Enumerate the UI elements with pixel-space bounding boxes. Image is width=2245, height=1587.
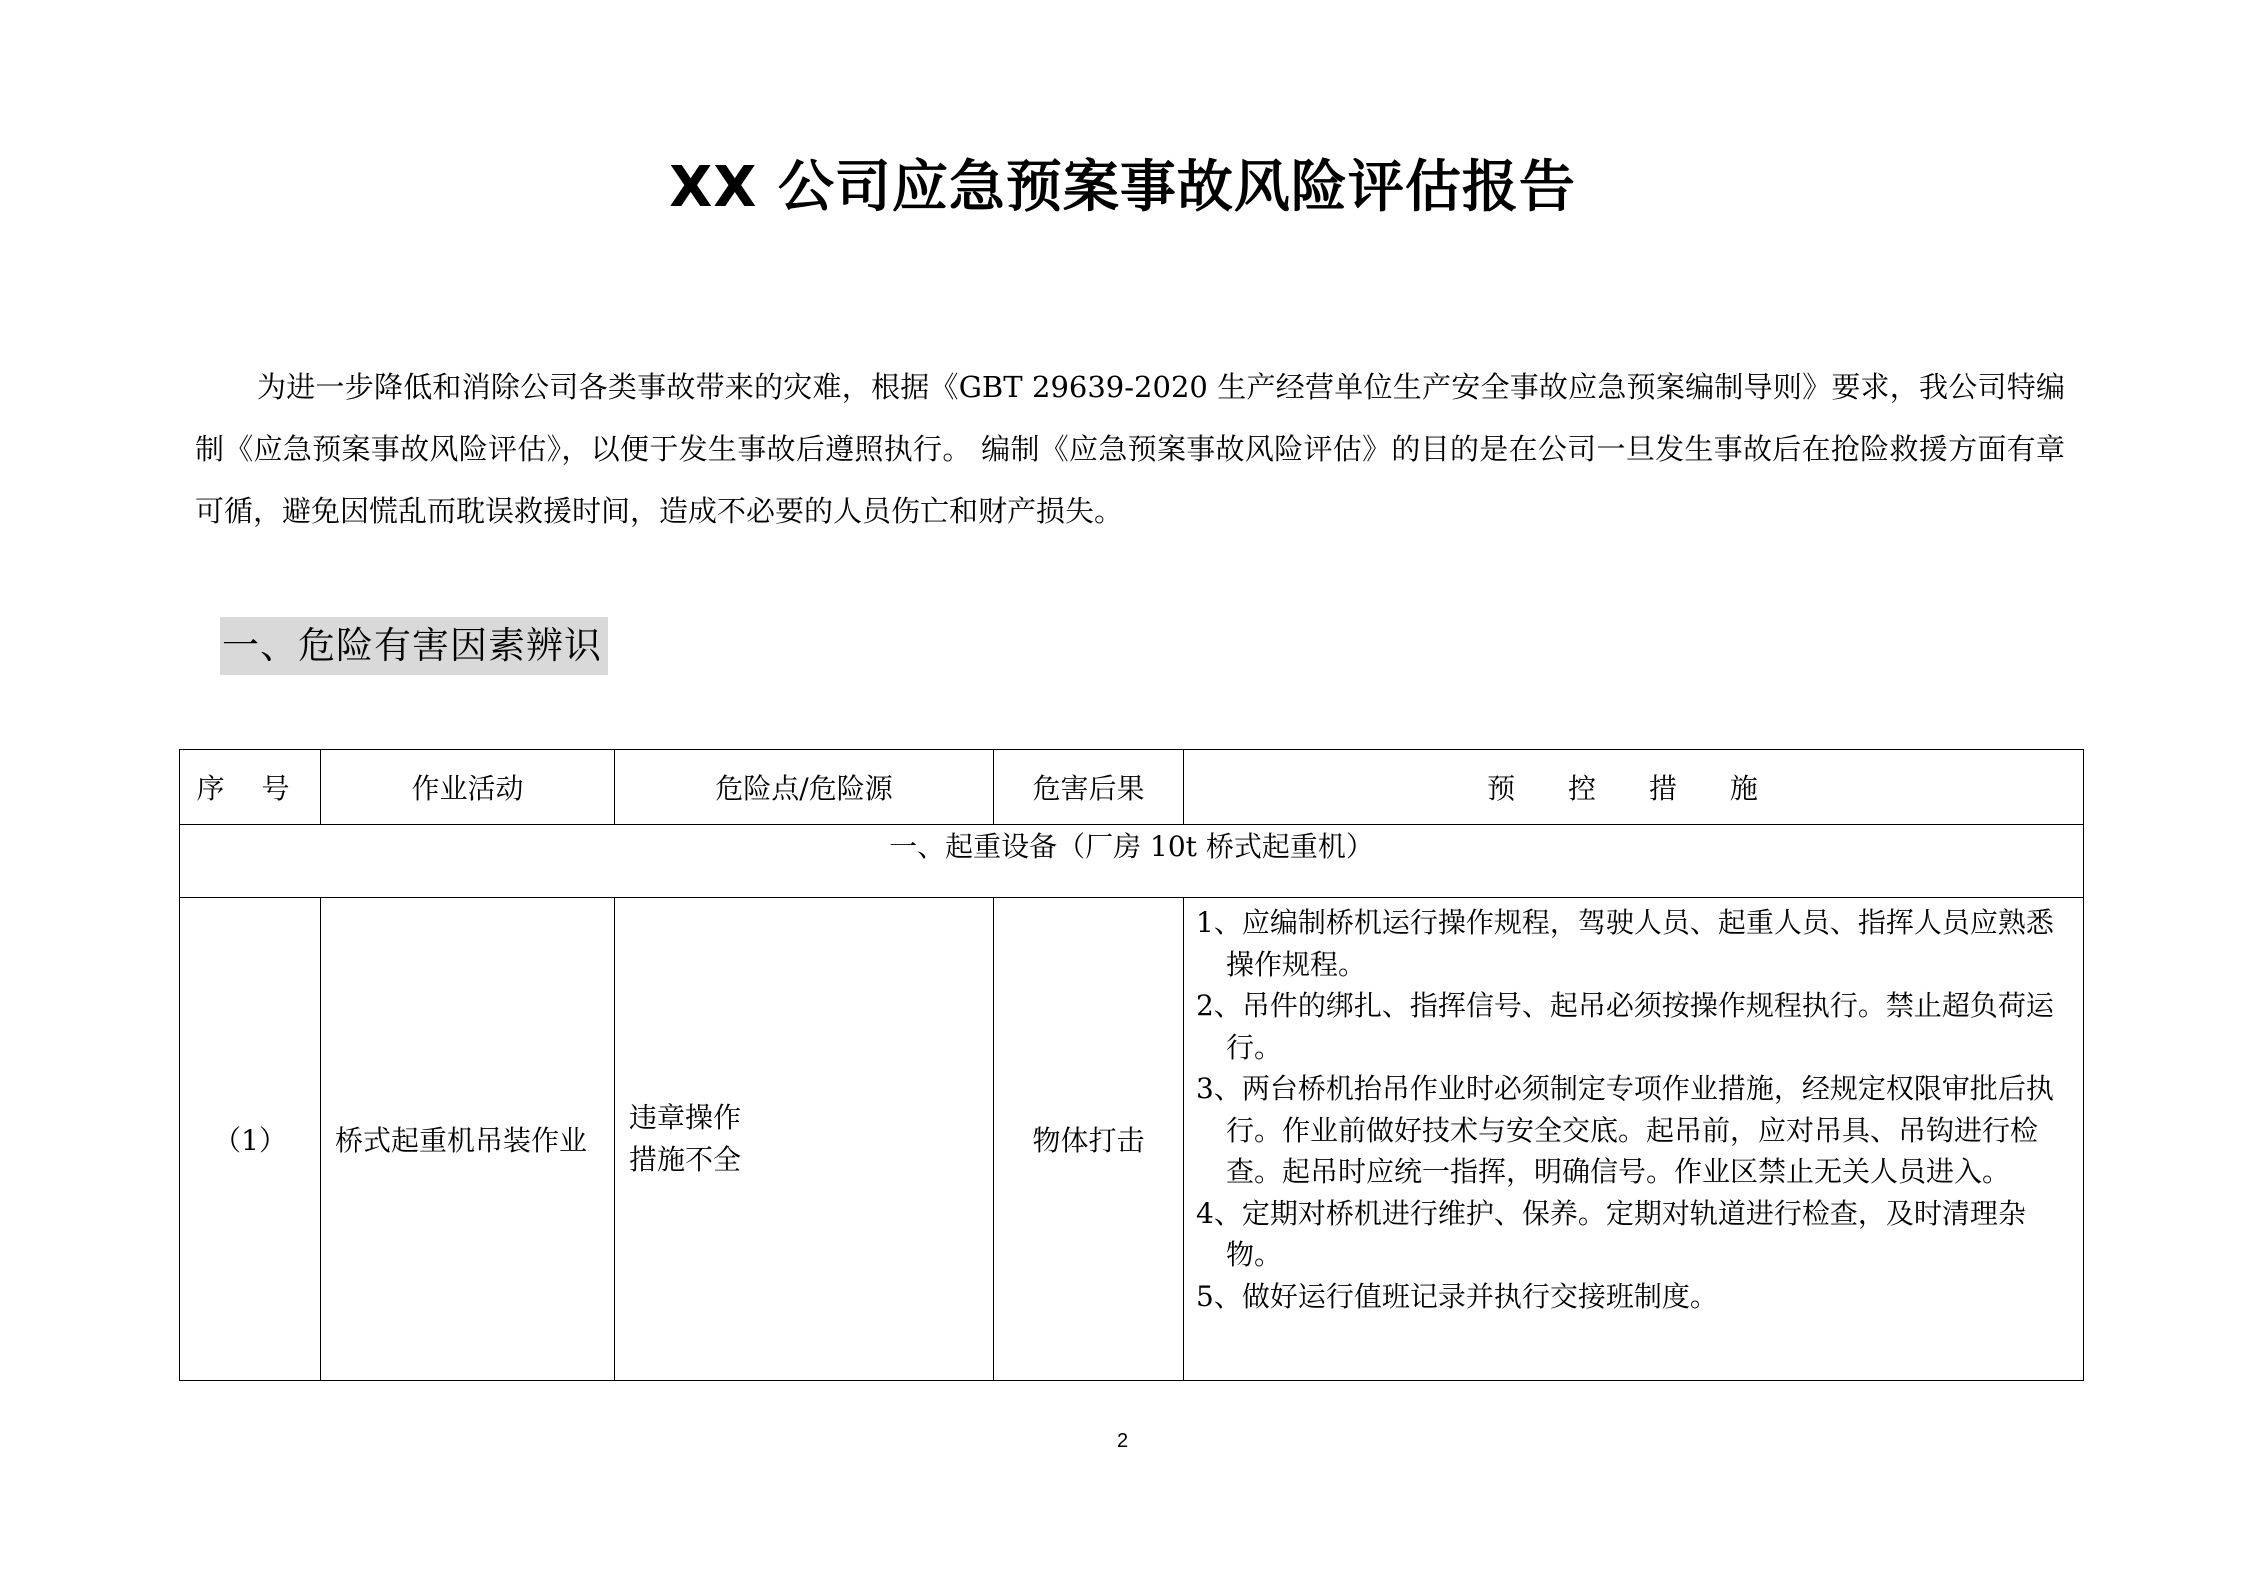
measure-item: 4、定期对桥机进行维护、保养。定期对轨道进行检查，及时清理杂物。 [1196, 1196, 2026, 1271]
document-title: XX 公司应急预案事故风险评估报告 [669, 155, 1576, 220]
measure-item: 3、两台桥机抬吊作业时必须制定专项作业措施，经规定权限审批后执行。作业前做好技术与安全交底。起吊前，应对吊具、吊钩进行检查。起吊时应统一指挥，明确信号。作业区禁止无关人员进入。 [1196, 1072, 2054, 1188]
hazard-item: 违章操作 [629, 1101, 742, 1134]
intro-paragraph: 为进一步降低和消除公司各类事故带来的灾难，根据《GBT 29639-2020 生产经营单位生产安全事故应急预案编制导则》要求，我公司特编制《应急预案事故风险评估》，以便于发生事故后遵照执行。 编制《应急预案事故风险评估》的目的是在公司一旦发生事故后在抢险救援方面有章可循，避免因慌乱而耽误救援时间，造成不必要的人员伤亡和财产损失。 [195, 370, 2065, 528]
header-hazard: 危险点/危险源 [615, 750, 994, 825]
page-number: 2 [1116, 1430, 1129, 1452]
hazard-item: 措施不全 [629, 1143, 742, 1176]
header-consequence: 危害后果 [994, 750, 1184, 825]
row-activity: 桥式起重机吊装作业 [321, 898, 615, 1381]
row-hazards [615, 898, 994, 1381]
risk-assessment-table [179, 749, 2084, 1381]
section-heading: 一、危险有害因素辨识 [220, 617, 608, 675]
category-label: 一、起重设备（厂房 10t 桥式起重机） [180, 825, 2084, 898]
row-measures [1184, 898, 2084, 1381]
row-consequence: 物体打击 [994, 898, 1184, 1381]
header-activity: 作业活动 [321, 750, 615, 825]
measure-item: 5、做好运行值班记录并执行交接班制度。 [1196, 1279, 1718, 1313]
table-row [180, 898, 2084, 1381]
row-seq: （1） [180, 898, 321, 1381]
header-seq: 序 号 [180, 750, 321, 825]
table-header-row [180, 750, 2084, 825]
header-measures: 预 控 措 施 [1184, 750, 2084, 825]
measure-item: 2、吊件的绑扎、指挥信号、起吊必须按操作规程执行。禁止超负荷运行。 [1196, 989, 2054, 1064]
measure-item: 1、应编制桥机运行操作规程，驾驶人员、起重人员、指挥人员应熟悉操作规程。 [1196, 906, 2054, 981]
category-row [180, 825, 2084, 898]
